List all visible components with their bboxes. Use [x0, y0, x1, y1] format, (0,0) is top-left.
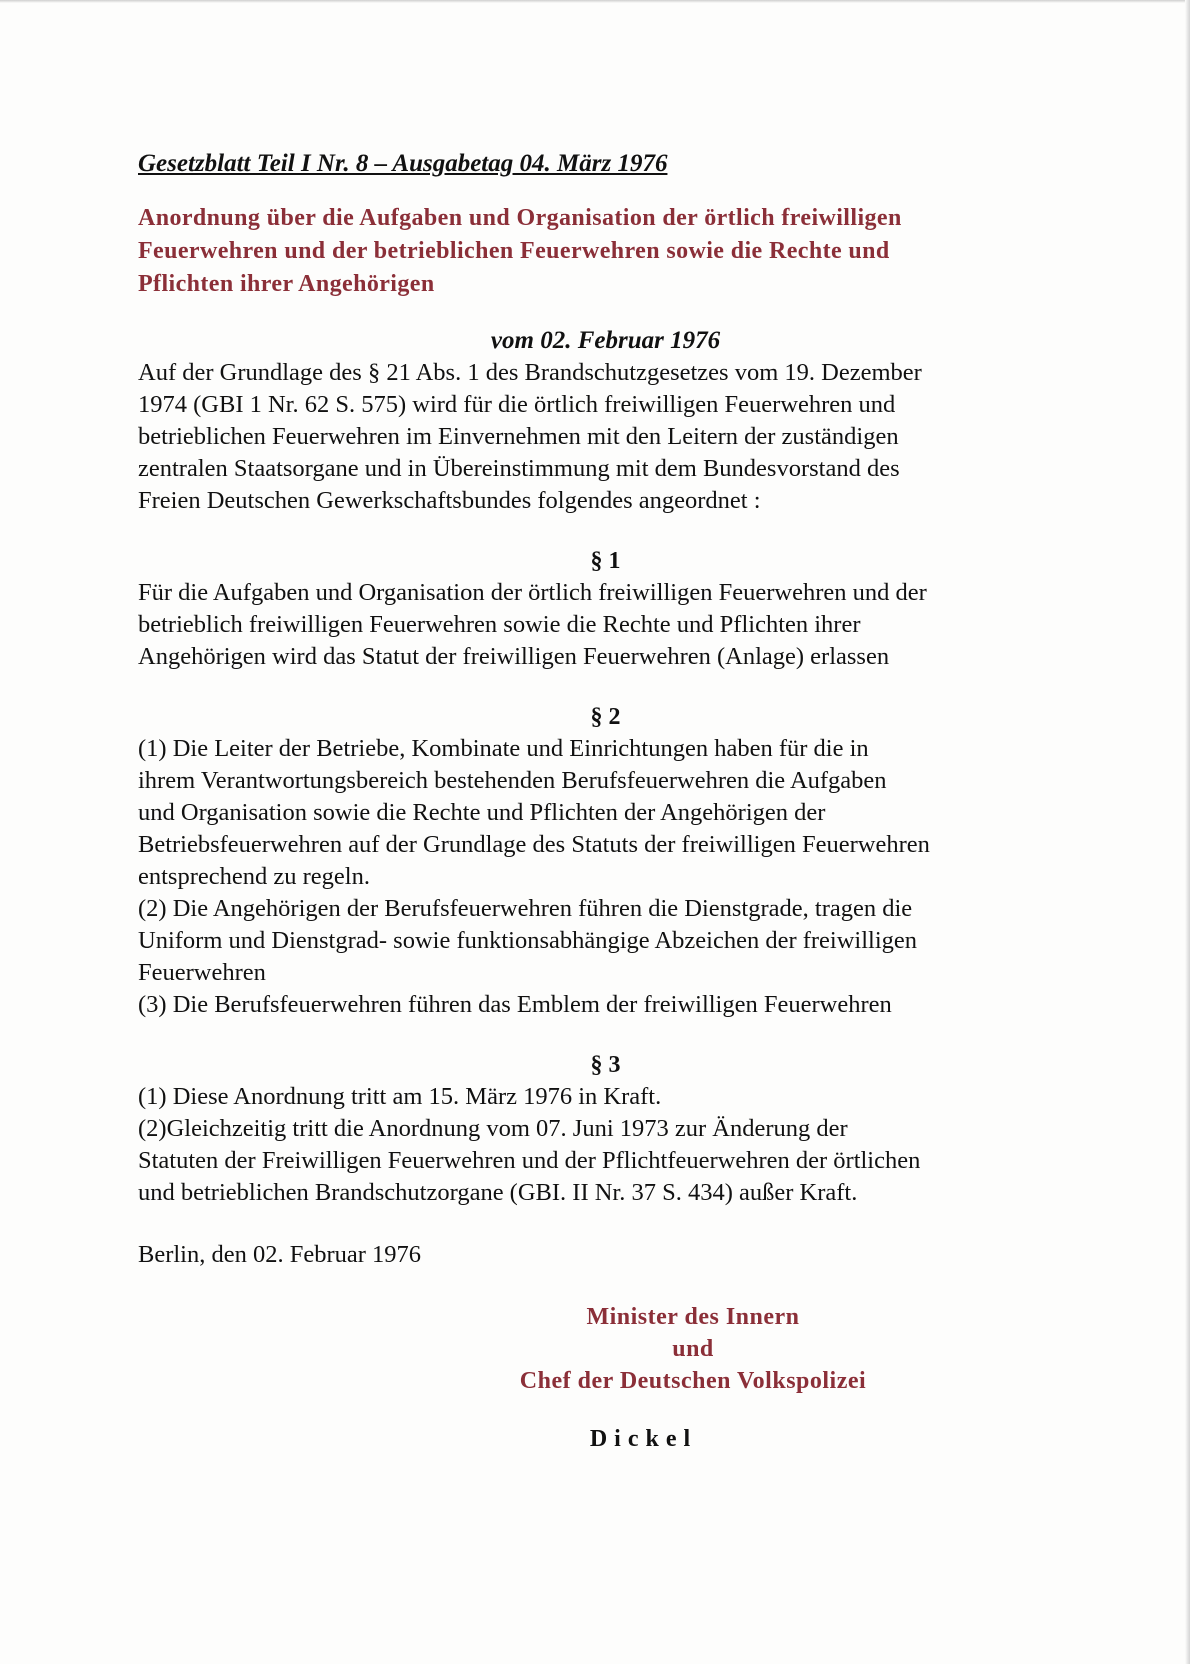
section-3	[138, 1049, 1073, 1209]
page-right-edge	[1185, 0, 1190, 1664]
section-line: ihrem Verantwortungsbereich bestehenden Berufsfeuerwehren die Aufgaben	[138, 767, 887, 794]
place-and-date: Berlin, den 02. Februar 1976	[138, 1241, 422, 1268]
signatory-title: Chef der Deutschen Volkspolizei	[519, 1368, 867, 1394]
preamble	[138, 357, 1073, 517]
section-line: (3) Die Berufsfeuerwehren führen das Emblem der freiwilligen Feuerwehren	[138, 991, 892, 1018]
signature-block	[138, 1301, 1073, 1397]
section-line: entsprechend zu regeln.	[138, 863, 370, 890]
title-line: Pflichten ihrer Angehörigen	[138, 271, 435, 297]
section-body	[138, 1081, 1073, 1209]
signer-name: Dickel	[589, 1426, 698, 1452]
document-date: vom 02. Februar 1976	[490, 327, 721, 354]
page-top-edge	[0, 0, 1190, 3]
document-content	[138, 148, 1073, 1455]
preamble-line: Freien Deutschen Gewerkschaftsbundes folgendes angeordnet :	[138, 487, 761, 514]
section-2	[138, 701, 1073, 1021]
section-heading: § 3	[590, 1052, 621, 1078]
section-line: Statuten der Freiwilligen Feuerwehren und der Pflichtfeuerwehren der örtlichen	[138, 1147, 921, 1174]
preamble-line: Auf der Grundlage des § 21 Abs. 1 des Brandschutzgesetzes vom 19. Dezember	[138, 359, 922, 386]
section-line: Für die Aufgaben und Organisation der örtlich freiwilligen Feuerwehren und der	[138, 579, 927, 606]
signatory-title: und	[672, 1336, 714, 1362]
section-line: Uniform und Dienstgrad- sowie funktionsabhängige Abzeichen der freiwilligen	[138, 927, 918, 954]
title-line: Feuerwehren und der betrieblichen Feuerwehren sowie die Rechte und	[138, 238, 890, 264]
section-body	[138, 733, 1073, 1021]
section-heading: § 1	[590, 548, 621, 574]
section-heading: § 2	[590, 704, 621, 730]
preamble-line: 1974 (GBI 1 Nr. 62 S. 575) wird für die örtlich freiwilligen Feuerwehren und	[138, 391, 896, 418]
section-line: Feuerwehren	[138, 959, 266, 986]
section-line: und betrieblichen Brandschutzorgane (GBI. II Nr. 37 S. 434) außer Kraft.	[138, 1179, 858, 1206]
title-line: Anordnung über die Aufgaben und Organisation der örtlich freiwilligen	[138, 205, 902, 231]
section-line: betrieblich freiwilligen Feuerwehren sowie die Rechte und Pflichten ihrer	[138, 611, 861, 638]
section-body	[138, 577, 1073, 673]
preamble-line: betrieblichen Feuerwehren im Einvernehmen mit den Leitern der zuständigen	[138, 423, 899, 450]
section-1	[138, 545, 1073, 673]
preamble-line: zentralen Staatsorgane und in Übereinstimmung mit dem Bundesvorstand des	[138, 455, 900, 482]
section-line: (1) Diese Anordnung tritt am 15. März 1976 in Kraft.	[138, 1083, 662, 1110]
section-line: und Organisation sowie die Rechte und Pflichten der Angehörigen der	[138, 799, 826, 826]
document-title	[138, 202, 1073, 301]
signatory-title: Minister des Innern	[586, 1304, 800, 1330]
section-line: (2)Gleichzeitig tritt die Anordnung vom 07. Juni 1973 zur Änderung der	[138, 1115, 848, 1142]
section-line: (1) Die Leiter der Betriebe, Kombinate und Einrichtungen haben für die in	[138, 735, 869, 762]
section-line: Betriebsfeuerwehren auf der Grundlage des Statuts der freiwilligen Feuerwehren	[138, 831, 930, 858]
section-line: (2) Die Angehörigen der Berufsfeuerwehren führen die Dienstgrade, tragen die	[138, 895, 913, 922]
section-line: Angehörigen wird das Statut der freiwilligen Feuerwehren (Anlage) erlassen	[138, 643, 890, 670]
gazette-header: Gesetzblatt Teil I Nr. 8 – Ausgabetag 04. März 1976	[138, 150, 668, 177]
